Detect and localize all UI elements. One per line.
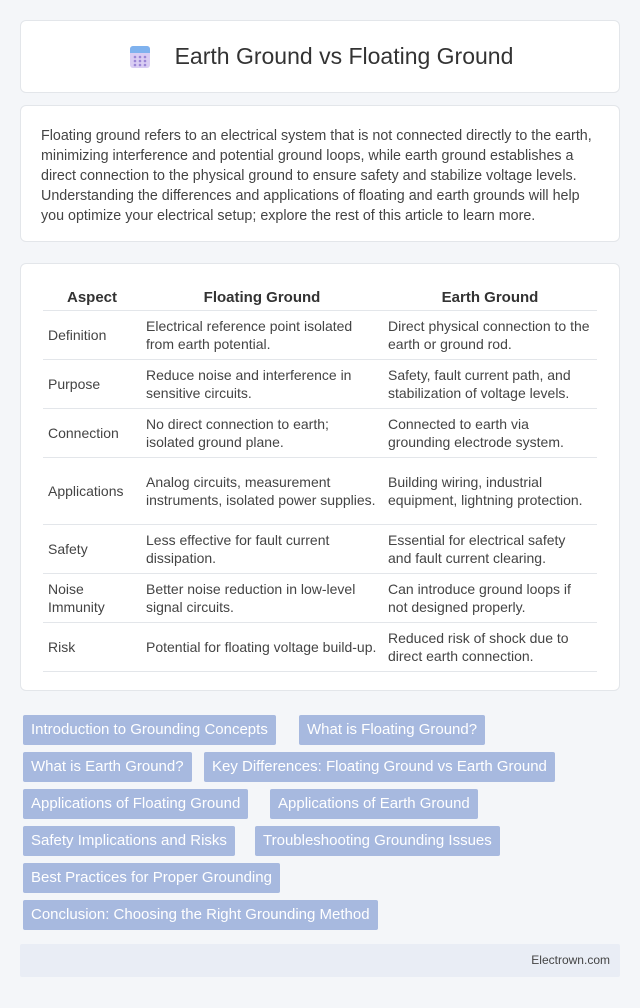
cell-floating: Less effective for fault current dissipation. bbox=[141, 525, 383, 574]
cell-aspect: Connection bbox=[43, 409, 141, 458]
header-earth-ground: Earth Ground bbox=[383, 284, 597, 311]
footer-site-name: Electrown.com bbox=[531, 953, 610, 967]
cell-earth: Safety, fault current path, and stabilization of voltage levels. bbox=[383, 360, 597, 409]
cell-aspect: Noise Immunity bbox=[43, 574, 141, 623]
link-key-differences[interactable]: Key Differences: Floating Ground vs Earth Ground bbox=[204, 752, 555, 782]
table-row bbox=[43, 409, 597, 458]
cell-earth: Essential for electrical safety and fault current clearing. bbox=[383, 525, 597, 574]
calculator-icon bbox=[127, 44, 153, 70]
cell-aspect: Risk bbox=[43, 623, 141, 672]
cell-aspect: Applications bbox=[43, 458, 141, 525]
cell-aspect: Purpose bbox=[43, 360, 141, 409]
cell-aspect: Safety bbox=[43, 525, 141, 574]
comparison-table bbox=[43, 284, 597, 672]
header-floating-ground: Floating Ground bbox=[141, 284, 383, 311]
cell-earth: Reduced risk of shock due to direct earth connection. bbox=[383, 623, 597, 672]
cell-floating: No direct connection to earth; isolated ground plane. bbox=[141, 409, 383, 458]
title-card bbox=[20, 20, 620, 93]
link-conclusion[interactable]: Conclusion: Choosing the Right Grounding Method bbox=[23, 900, 378, 930]
link-best-practices[interactable]: Best Practices for Proper Grounding bbox=[23, 863, 280, 893]
page-title: Earth Ground vs Floating Ground bbox=[174, 43, 514, 69]
comparison-card bbox=[20, 263, 620, 691]
table-header-row bbox=[43, 284, 597, 311]
intro-card bbox=[20, 105, 620, 242]
cell-floating: Analog circuits, measurement instruments, isolated power supplies. bbox=[141, 458, 383, 525]
link-safety[interactable]: Safety Implications and Risks bbox=[23, 826, 235, 856]
cell-floating: Potential for floating voltage build-up. bbox=[141, 623, 383, 672]
intro-paragraph: Floating ground refers to an electrical system that is not connected directly to the earth, minimizing interference and potential ground loops, while earth ground establishes a direct connection to the physical ground to ensure safety and stabilize voltage levels. Understanding the differences and applications of floating and earth grounds will help you optimize your electrical setup; explore the rest of this article to learn more. bbox=[41, 128, 592, 224]
link-applications-earth[interactable]: Applications of Earth Ground bbox=[270, 789, 478, 819]
cell-earth: Direct physical connection to the earth or ground rod. bbox=[383, 311, 597, 360]
link-introduction[interactable]: Introduction to Grounding Concepts bbox=[23, 715, 276, 745]
cell-earth: Can introduce ground loops if not designed properly. bbox=[383, 574, 597, 623]
link-what-is-floating-ground[interactable]: What is Floating Ground? bbox=[299, 715, 485, 745]
cell-aspect: Definition bbox=[43, 311, 141, 360]
cell-floating: Better noise reduction in low-level signal circuits. bbox=[141, 574, 383, 623]
cell-floating: Reduce noise and interference in sensitive circuits. bbox=[141, 360, 383, 409]
footer bbox=[20, 944, 620, 977]
link-what-is-earth-ground[interactable]: What is Earth Ground? bbox=[23, 752, 192, 782]
cell-earth: Building wiring, industrial equipment, lightning protection. bbox=[383, 458, 597, 525]
link-troubleshooting[interactable]: Troubleshooting Grounding Issues bbox=[255, 826, 500, 856]
header-aspect: Aspect bbox=[43, 284, 141, 311]
cell-floating: Electrical reference point isolated from earth potential. bbox=[141, 311, 383, 360]
table-row bbox=[43, 360, 597, 409]
table-row bbox=[43, 574, 597, 623]
table-row bbox=[43, 525, 597, 574]
table-row bbox=[43, 458, 597, 525]
table-row bbox=[43, 311, 597, 360]
link-applications-floating[interactable]: Applications of Floating Ground bbox=[23, 789, 248, 819]
cell-earth: Connected to earth via grounding electrode system. bbox=[383, 409, 597, 458]
table-row bbox=[43, 623, 597, 672]
